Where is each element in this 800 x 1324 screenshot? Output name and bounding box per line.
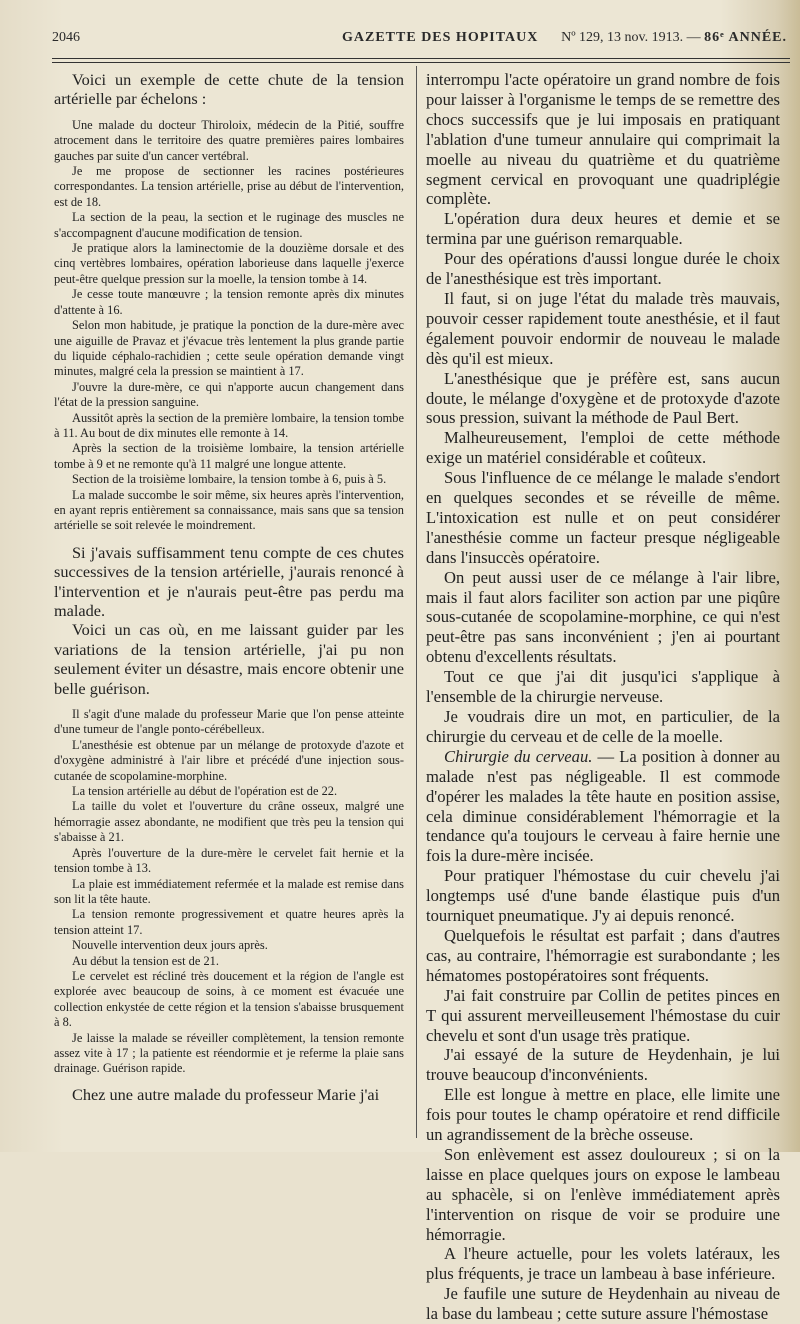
body-paragraph: J'ai essayé de la suture de Heydenhain, je lui trouve beaucoup d'inconvénients. xyxy=(426,1045,780,1085)
body-paragraph: A l'heure actuelle, pour les volets latéraux, les plus fréquents, je trace un lambeau à base inférieure. xyxy=(426,1244,780,1284)
case1-paragraph: Aussitôt après la section de la première lombaire, la tension tombe à 11. Au bout de dix minutes elle remonte à 14. xyxy=(54,410,404,440)
body-paragraph: interrompu l'acte opératoire un grand nombre de fois pour laisser à l'organisme le temps de se remettre des chocs successifs que je lui imposais en pratiquant l'ablation d'une tumeur annulaire qui comprimait la moelle au niveau du quatrième et du quatrième segment cervical en provoquant une quadriplégie complète. xyxy=(426,70,780,209)
case2-paragraph: Je laisse la malade se réveiller complètement, la tension remonte assez vite à 17 ; la patiente est réendormie et je referme la plaie sans drainage. Guérison rapide. xyxy=(54,1030,404,1076)
spacer xyxy=(54,698,404,707)
case1-paragraph: Je pratique alors la laminectomie de la douzième dorsale et des cinq vertèbres lombaires, opération laborieuse dans laquelle j'exerce peut-être quelque pression sur la moelle, la tension tombe à 14. xyxy=(54,241,404,286)
left-column xyxy=(54,70,404,1104)
column-divider xyxy=(416,66,417,1138)
spacer xyxy=(54,109,404,118)
journal-title: GAZETTE DES HOPITAUX xyxy=(342,30,539,45)
body-paragraph: On peut aussi user de ce mélange à l'air libre, mais il faut alors faciliter son action par une piqûre sous-cutanée de scopolamine-morphine, ce qui n'est peut-être pas sans inconvénient ; j'en ai pourtant obtenu d'excellents résultats. xyxy=(426,567,780,667)
body-paragraph: Je faufile une suture de Heydenhain au niveau de la base du lambeau ; cette suture assure l'hémostase xyxy=(426,1284,780,1324)
case2-paragraph: Nouvelle intervention deux jours après. xyxy=(72,938,268,953)
case2-paragraph: La tension artérielle au début de l'opération est de 22. xyxy=(72,784,338,799)
page-number: 2046 xyxy=(52,30,80,45)
body-paragraph: Elle est longue à mettre en place, elle limite une fois pour toutes le champ opératoire et rend difficile un agrandissement de la brèche osseuse. xyxy=(426,1085,780,1145)
issue-date: Nº 129, 13 nov. 1913. — xyxy=(561,30,701,45)
spacer xyxy=(54,534,404,543)
body-paragraph: L'anesthésique que je préfère est, sans aucun doute, le mélange d'oxygène et de protoxyde d'azote sous pression, suivant la méthode de Paul Bert. xyxy=(426,368,780,428)
case2-paragraph: La taille du volet et l'ouverture du crâne osseux, malgré une hémorragie assez abondante, ne modifient que très peu la tension qui s'abaisse à 21. xyxy=(54,799,404,845)
section-paragraph xyxy=(426,747,780,866)
case1-paragraph: Section de la troisième lombaire, la tension tombe à 6, puis à 5. xyxy=(72,472,387,487)
case1-paragraph: Une malade du docteur Thiroloix, médecin de la Pitié, souffre atrocement dans le territoire des quatre premières paires lombaires gauches par suite d'un cancer vertébral. xyxy=(54,117,404,163)
case1-paragraph: Je me propose de sectionner les racines postérieures correspondantes. La tension artérielle, prise au début de l'intervention, est de 18. xyxy=(54,164,404,209)
intro-paragraph: Voici un exemple de cette chute de la tension artérielle par échelons : xyxy=(54,70,404,109)
body-paragraph: Pour des opérations d'aussi longue durée le choix de l'anesthésique est très important. xyxy=(426,249,780,289)
issue-info xyxy=(561,30,787,46)
header-rule-bottom xyxy=(52,62,790,63)
case1-paragraph: Après la section de la troisième lombaire, la tension artérielle tombe à 9 et ne remonte qu'à 11 malgré une longue attente. xyxy=(54,441,404,471)
case1-paragraph: Je cesse toute manœuvre ; la tension remonte après dix minutes d'attente à 16. xyxy=(54,287,404,317)
case1-paragraph: La section de la peau, la section et le ruginage des muscles ne s'accompagnent d'aucune modification de tension. xyxy=(54,210,404,240)
body-paragraph: Malheureusement, l'emploi de cette méthode exige un matériel considérable et coûteux. xyxy=(426,428,780,468)
section-text: — La position à donner au malade n'est pas négligeable. Il est commode d'opérer les malades la tête haute en position assise, cela diminue considérablement l'hémorragie et la tendance qu'a toujours le cerveau à faire hernie une fois la dure-mère incisée. xyxy=(426,746,780,866)
case1-paragraph: J'ouvre la dure-mère, ce qui n'apporte aucun changement dans l'état de la pression sanguine. xyxy=(54,379,404,410)
body-paragraph: J'ai fait construire par Collin de petites pinces en T qui assurent merveilleusement l'hémostase du cuir chevelu et sont d'un usage très pratique. xyxy=(426,985,780,1045)
case1-paragraph: La malade succombe le soir même, six heures après l'intervention, en ayant repris entièrement sa connaissance, mais sans que sa tension artérielle se soit relevée le moindrement. xyxy=(54,487,404,533)
case2-paragraph: La tension remonte progressivement et quatre heures après la tension atteint 17. xyxy=(54,907,404,937)
section-title: Chirurgie du cerveau. xyxy=(444,746,593,766)
case2-paragraph: Après l'ouverture de la dure-mère le cervelet fait hernie et la tension tombe à 13. xyxy=(54,845,404,876)
body-paragraph: Pour pratiquer l'hémostase du cuir chevelu j'ai longtemps usé d'une bande élastique puis d'un tourniquet pneumatique. J'y ai depuis renoncé. xyxy=(426,866,780,926)
body-paragraph: Tout ce que j'ai dit jusqu'ici s'applique à l'ensemble de la chirurgie nerveuse. xyxy=(426,667,780,707)
right-column xyxy=(426,70,780,1324)
case2-paragraph: Le cervelet est récliné très doucement et la région de l'angle est explorée avec beaucoup de soins, à ce moment est évacuée une collection enkystée de cette région et la tension s'abaisse brusquement à 8. xyxy=(54,968,404,1030)
case2-paragraph: L'anesthésie est obtenue par un mélange de protoxyde d'azote et d'oxygène administré à l'air libre et précédé d'une injection sous-cutanée de scopolamine-morphine. xyxy=(54,737,404,783)
case2-paragraph: Il s'agit d'une malade du professeur Marie que l'on pense atteinte d'une tumeur de l'angle ponto-cérébelleux. xyxy=(54,707,404,737)
issue-year: 86ᵉ ANNÉE. xyxy=(704,30,787,45)
body-paragraph: Quelquefois le résultat est parfait ; dans d'autres cas, au contraire, l'hémorragie est surabondante ; les hématomes postopératoires sont fréquents. xyxy=(426,925,780,985)
spacer xyxy=(54,1077,404,1085)
case2-paragraph: Au début la tension est de 21. xyxy=(72,953,219,968)
header-rule-top xyxy=(52,58,790,59)
commentary-paragraph: Voici un cas où, en me laissant guider par les variations de la tension artérielle, j'ai pu non seulement éviter un désastre, mais encore obtenir une belle guérison. xyxy=(54,620,404,698)
body-paragraph: Son enlèvement est assez douloureux ; si on la laisse en place quelques jours on expose le lambeau au sphacèle, si on l'enlève immédiatement après l'intervention on risque de voir se produire une hémorragie. xyxy=(426,1144,780,1244)
body-paragraph: Il faut, si on juge l'état du malade très mauvais, pouvoir cesser rapidement toute anesthésie, et il faut également pouvoir endormir de nouveau le malade dès qu'il est mieux. xyxy=(426,288,780,368)
closing-line: Chez une autre malade du professeur Marie j'ai xyxy=(72,1084,380,1104)
case2-paragraph: La plaie est immédiatement refermée et la malade est remise dans son lit la tête haute. xyxy=(54,876,404,906)
body-paragraph: Je voudrais dire un mot, en particulier, de la chirurgie du cerveau et de celle de la moelle. xyxy=(426,707,780,746)
commentary-paragraph: Si j'avais suffisamment tenu compte de ces chutes successives de la tension artérielle, j'aurais renoncé à l'intervention et je n'aurais peut-être pas perdu ma malade. xyxy=(54,542,404,620)
case1-paragraph: Selon mon habitude, je pratique la ponction de la dure-mère avec une aiguille de Pravaz et j'évacue très lentement la plus grande partie du liquide céphalo-rachidien ; cette seule opération demande vingt minutes, malgré cela la pression se maintient à 17. xyxy=(54,318,404,379)
body-paragraph: Sous l'influence de ce mélange le malade s'endort en quelques secondes et se réveille de même. L'intoxication est nulle et on peut considérer l'anesthésie comme un facteur presque négligeable dans l'insuccès opératoire. xyxy=(426,468,780,567)
body-paragraph: L'opération dura deux heures et demie et se termina par une guérison remarquable. xyxy=(426,209,780,249)
page-header xyxy=(52,30,787,50)
